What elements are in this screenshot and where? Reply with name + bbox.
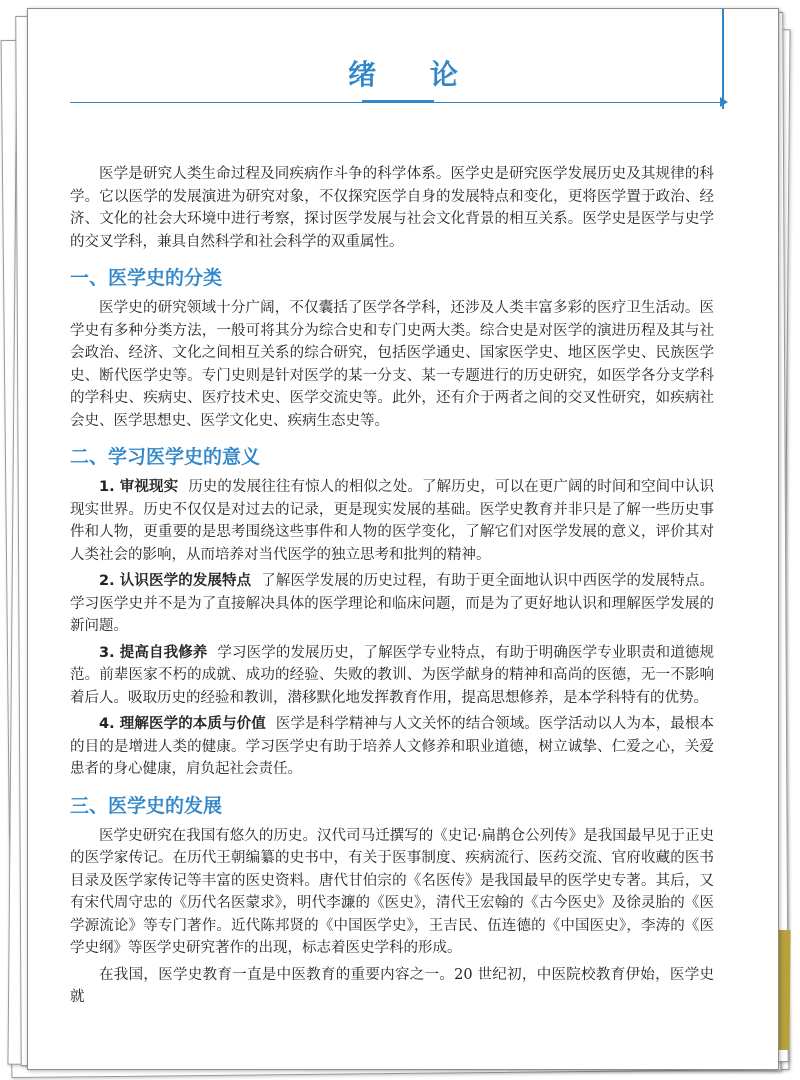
- section-heading-development: 三、医学史的发展: [70, 794, 223, 817]
- significance-item-lead: 1. 审视现实: [99, 479, 179, 495]
- section-heading-classification: 一、医学史的分类: [70, 267, 223, 289]
- intro-paragraph: 医学是研究人类生命过程及同疾病作斗争的科学体系。医学史是研究医学发展历史及其规律的科学。它以医学的发展演进为研究对象，不仅探究医学自身的发展特点和变化，更将医学置于政治、经济、文化的社会大环境中进行考察，探讨医学发展与社会文化背景的相互关系。医学史是医学与史学的交叉学科，兼具自然科学和社会科学的双重属性。: [70, 166, 714, 250]
- development-paragraph: 在我国，医学史教育一直是中医教育的重要内容之一。20 世纪初，中医院校教育伊始，医学史就: [70, 966, 714, 1005]
- significance-item-text: 了解医学发展的历史过程，有助于更全面地认识中西医学的发展特点。学习医学史并不是为了直接解决具体的医学理论和临床问题，而是为了更好地认识和理解医学发展的新问题。: [70, 573, 714, 634]
- development-paragraph: 医学史研究在我国有悠久的历史。汉代司马迁撰写的《史记·扁鹊仓公列传》是我国最早见于正史的医学家传记。在历代王朝编纂的史书中，有关于医事制度、疾病流行、医药交流、官府收藏的医书目录及医学家传记等丰富的医史资料。唐代甘伯宗的《名医传》是我国最早的医学史专著。其后，又有宋代周守忠的《历代名医蒙求》，明代李濂的《医史》，清代王宏翰的《古今医史》及徐灵胎的《医学源流论》等专门著作。近代陈邦贤的《中国医学史》，王吉民、伍连德的《中国医史》，李涛的《医学史纲》等医学史研究著作的出现，标志着医史学科的形成。: [70, 827, 714, 956]
- title-underline-arrow-icon: [720, 97, 728, 107]
- page-title: 绪 论: [348, 58, 480, 91]
- section-heading-significance: 二、学习医学史的意义: [70, 446, 261, 468]
- significance-item-lead: 4. 理解医学的本质与价值: [99, 716, 266, 732]
- significance-item-text: 医学是科学精神与人文关怀的结合领域。医学活动以人为本，最根本的目的是增进人类的健康。学习医学史有助于培养人文修养和职业道德，树立诚挚、仁爱之心，关爱患者的身心健康，肩负起社会责任。: [70, 716, 714, 777]
- significance-item-lead: 3. 提高自我修养: [99, 644, 208, 661]
- significance-item: [70, 570, 714, 638]
- significance-item-lead: 2. 认识医学的发展特点: [99, 573, 252, 589]
- significance-item: [70, 642, 714, 710]
- document-page: [27, 8, 779, 1070]
- significance-item: [70, 476, 714, 566]
- page-body: [70, 159, 714, 1013]
- significance-item: [70, 713, 714, 781]
- classification-paragraph: 医学史的研究领域十分广阔，不仅囊括了医学各学科，还涉及人类丰富多彩的医疗卫生活动。医学史有多种分类方法，一般可将其分为综合史和专门史两大类。综合史是对医学的演进历程及其与社会政治、经济、文化之间相互关系的综合研究，包括医学通史、国家医学史、地区医学史、民族医学史、断代医学史等。专门史则是针对医学的某一分支、某一专题进行的历史研究，如医学各分支学科的学科史、疾病史、医疗技术史、医学交流史等。此外，还有介于两者之间的交叉性研究，如疾病社会史、医学思想史、医学文化史、疾病生态史等。: [70, 300, 714, 429]
- significance-item-text: 历史的发展往往有惊人的相似之处。了解历史，可以在更广阔的时间和空间中认识现实世界。历史不仅仅是对过去的记录，更是现实发展的基础。医学史教育并非只是了解一些历史事件和人物，更重要的是思考围绕这些事件和人物的医学变化，了解它们对医学发展的意义，评价其对人类社会的影响，从而培养对当代医学的独立思考和批判的精神。: [70, 479, 715, 563]
- title-underline-accent: [362, 100, 434, 103]
- significance-item-text: 学习医学的发展历史，了解医学专业特点，有助于明确医学专业职责和道德规范。前辈医家不朽的成就、成功的经验、失败的教训、为医学献身的精神和高尚的医德，无一不影响着后人。吸取历史的经验和教训，潜移默化地发挥教育作用，提高思想修养，是本学科特有的优势。: [70, 644, 714, 706]
